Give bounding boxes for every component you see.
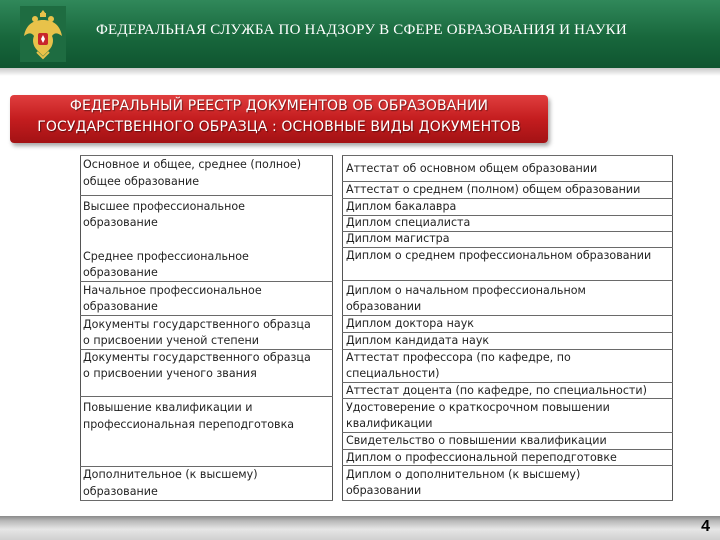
row-divider — [80, 396, 333, 397]
banner-title-line-2: ГОСУДАРСТВЕННОГО ОБРАЗЦА : ОСНОВНЫЕ ВИДЫ ДОКУМЕНТОВ — [37, 119, 521, 135]
additional-education-line2: образование — [83, 485, 158, 498]
page-number: 4 — [701, 518, 710, 535]
footer-bar — [0, 516, 720, 540]
academic-title-docs-line1: Документы государственного образца — [83, 351, 311, 364]
table-border-middle-left — [332, 155, 333, 501]
education-level-general-line2: общее образование — [83, 175, 200, 188]
header-shadow — [0, 68, 720, 76]
academic-degree-docs-line2: о присвоении ученой степени — [83, 334, 259, 347]
document-item: квалификации — [346, 417, 433, 430]
qualification-upgrade-line1: Повышение квалификации и — [83, 401, 253, 414]
academic-degree-docs-line1: Документы государственного образца — [83, 318, 311, 331]
table-bottom-border-right — [342, 500, 673, 501]
row-divider — [342, 280, 673, 281]
document-item: Аттестат об основном общем образовании — [346, 162, 598, 175]
table-border-left — [80, 155, 81, 501]
additional-education-line1: Дополнительное (к высшему) — [83, 468, 258, 481]
education-level-higher-line1: Высшее профессиональное — [83, 200, 245, 213]
document-item: Свидетельство о повышении квалификации — [346, 434, 607, 447]
document-item: Диплом кандидата наук — [346, 334, 490, 347]
document-item: Диплом магистра — [346, 232, 450, 245]
education-level-initial-vocational-line1: Начальное профессиональное — [83, 284, 262, 297]
document-item: Аттестат о среднем (полном) общем образовании — [346, 183, 641, 196]
section-banner — [10, 95, 548, 143]
qualification-upgrade-line2: профессиональная переподготовка — [83, 418, 295, 431]
table-top-border-right — [342, 155, 673, 156]
document-item: Аттестат профессора (по кафедре, по — [346, 351, 571, 364]
document-item: Диплом о профессиональной переподготовке — [346, 451, 617, 464]
document-item: Удостоверение о краткосрочном повышении — [346, 401, 610, 414]
banner-title-line-1: ФЕДЕРАЛЬНЫЙ РЕЕСТР ДОКУМЕНТОВ ОБ ОБРАЗОВАНИИ — [69, 98, 489, 114]
row-divider — [80, 195, 333, 196]
education-level-secondary-vocational-line1: Среднее профессиональное — [83, 250, 249, 263]
coat-of-arms-icon — [20, 6, 66, 62]
education-level-higher-line2: образование — [83, 216, 158, 229]
document-item: специальности) — [346, 367, 440, 380]
education-level-secondary-vocational-line2: образование — [83, 266, 158, 279]
document-item: Диплом доктора наук — [346, 317, 474, 330]
document-item: образовании — [346, 300, 422, 313]
document-item: Аттестат доцента (по кафедре, по специальности) — [346, 384, 647, 397]
document-item: Диплом о начальном профессиональном — [346, 284, 586, 297]
document-item: Диплом бакалавра — [346, 200, 457, 213]
document-item: Диплом о среднем профессиональном образовании — [346, 249, 652, 262]
document-item: Диплом о дополнительном (к высшему) — [346, 468, 581, 481]
document-item: Диплом специалиста — [346, 216, 471, 229]
header-title: ФЕДЕРАЛЬНАЯ СЛУЖБА ПО НАДЗОРУ В СФЕРЕ ОБРАЗОВАНИЯ И НАУКИ — [96, 22, 627, 38]
document-item: образовании — [346, 484, 422, 497]
education-level-general-line1: Основное и общее, среднее (полное) — [83, 158, 302, 171]
education-level-initial-vocational-line2: образование — [83, 300, 158, 313]
header-bar — [0, 0, 720, 68]
academic-title-docs-line2: о присвоении ученого звания — [83, 367, 257, 380]
table-top-border-left — [80, 155, 333, 156]
